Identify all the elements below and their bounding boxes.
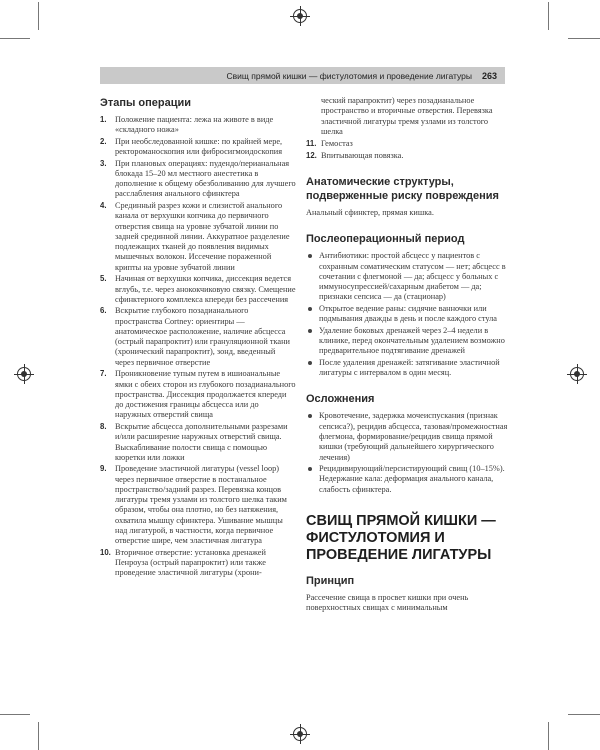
list-item xyxy=(100,548,296,579)
list-item xyxy=(306,139,508,149)
item-text: Впитывающая повязка. xyxy=(321,150,404,160)
item-text: Положение пациента: лежа на животе в виде «складного ножа» xyxy=(115,115,274,135)
crop-mark xyxy=(0,714,30,715)
postop-list xyxy=(306,251,508,378)
bullet-icon xyxy=(308,329,312,333)
item-text: После удаления дренажей: затягивание эластичной лигатуры с интервалом в один месяц. xyxy=(319,357,500,378)
list-item xyxy=(100,422,296,463)
crop-mark xyxy=(0,38,30,39)
principle-heading: Принцип xyxy=(306,574,355,587)
list-item xyxy=(306,411,508,462)
list-item xyxy=(100,306,296,368)
item-text: Вскрытие абсцесса дополнительными разрезами и/или расширение наружных отверстий свища. Выскабливание полости свища с помощью кюретки или ложки xyxy=(115,421,288,462)
item-number: 5. xyxy=(100,274,107,284)
list-item xyxy=(100,137,296,158)
continued-text: ческий парапроктит) через позадианальное пространство и вторичные отверстия. Перевязка эластичной лигатуры тремя узлами из толстого шелка xyxy=(321,96,493,136)
list-item xyxy=(100,369,296,420)
list-item xyxy=(306,464,508,495)
principle-text: Рассечение свища в просвет кишки при очень поверхностных свищах с минимальным xyxy=(306,592,469,613)
crop-mark xyxy=(568,38,600,39)
registration-mark-top xyxy=(293,9,307,23)
list-item xyxy=(306,151,508,161)
crop-mark xyxy=(38,2,39,30)
running-title: Свищ прямой кишки — фистулотомия и проведение лигатуры xyxy=(226,70,472,81)
item-text: При необследованной кишке: по крайней мере, ректороманоскопия или фибросигмоидоскопия xyxy=(115,136,283,157)
item-number: 12. xyxy=(306,150,317,160)
steps-list xyxy=(100,115,296,579)
item-text: Кровотечение, задержка мочеиспускания (признак сепсиса?), рецидив абсцесса, тазовая/промежностная флегмона, формирование/рецидив свища прямой кишки (требующий дальнейшего хирургического лечения) xyxy=(319,411,508,462)
steps-heading: Этапы операции xyxy=(100,97,192,109)
list-item xyxy=(306,251,508,302)
anatomy-text: Анальный сфинктер, прямая кишка. xyxy=(306,207,434,217)
item-number: 8. xyxy=(100,421,107,431)
complications-list xyxy=(306,411,508,495)
item-text: При плановых операциях: пудендо/перианальная блокада 15–20 мл местного анестетика в дополнение к общему обезболиванию для лучшего расслабления анального сфинктера xyxy=(115,158,296,199)
item-text: Проникновение тупым путем в ишиоанальные ямки с обеих сторон из глубокого позадианального пространства. Диссекция продолжается кпереди до достижения границы абсцесса или до наружных отверстий свища xyxy=(115,369,296,420)
item-number: 1. xyxy=(100,115,107,124)
item-text: Начиная от верхушки копчика, диссекция ведется вглубь, т.е. через анококчиковую связку. Смещение сфинктерного комплекса кпереди без рассечения xyxy=(115,274,296,304)
registration-mark-left xyxy=(17,367,31,381)
crop-mark xyxy=(38,722,39,750)
list-item xyxy=(306,358,508,379)
item-text: Проведение эластичной лигатуры (vessel loop) через первичное отверстие в постанальное пространство/задний разрез. Перевязка концов лигатуры тремя узлами из толстого шелка таким образом, чтобы она плотно, но без натяжения, охватила мышцу сфинктера. Ушивание мышцы над лигатурой, в частности, когда первичное отверстие шире, чем эластичная лигатура xyxy=(115,464,287,546)
item-number: 4. xyxy=(100,200,107,210)
crop-mark xyxy=(548,722,549,750)
item-text: Удаление боковых дренажей через 2–4 недели в клинике, перед окончательным удалением возможно предварительное подтягивание дренажей xyxy=(319,325,505,356)
list-item xyxy=(100,115,296,136)
item-text: Вторичное отверстие: установка дренажей Пенроуза (острый парапроктит) или также проведение эластичной лигатуры (хрони- xyxy=(115,547,266,578)
list-item xyxy=(100,159,296,200)
crop-mark xyxy=(548,2,549,30)
list-item xyxy=(100,201,296,273)
anatomy-heading: Анатомические структуры, подверженные риску повреждения xyxy=(306,175,499,202)
crop-mark xyxy=(568,714,600,715)
bullet-icon xyxy=(308,254,312,258)
registration-mark-bottom xyxy=(293,727,307,741)
item-number: 3. xyxy=(100,158,107,168)
steps-list-continued xyxy=(306,139,508,161)
bullet-icon xyxy=(308,467,312,471)
item-number: 6. xyxy=(100,306,107,316)
item-text: Рецидивирующий/персистирующий свищ (10–15%). Недержание кала: деформация анального канала, слабость сфинктера. xyxy=(319,464,505,494)
item-text: Открытое ведение раны: сидячие ванночки или подмывания дважды в день и после каждого стула xyxy=(319,303,497,324)
list-item xyxy=(100,464,296,546)
item-number: 11. xyxy=(306,139,317,149)
item-text: Срединный разрез кожи и слизистой анального канала от верхушки копчика до первичного отверстия свища на уровне зубчатой линии по задней срединной линии. Аккуратное разделение подлежащих тканей до появления видимых мышечных волокон. Иссечение пораженной крипты на уровне зубчатой линии xyxy=(115,200,290,272)
item-number: 10. xyxy=(100,547,111,557)
bullet-icon xyxy=(308,414,312,418)
bullet-icon xyxy=(308,307,312,311)
left-column xyxy=(100,96,296,580)
list-item xyxy=(306,304,508,325)
item-number: 9. xyxy=(100,464,107,474)
chapter-title: СВИЩ ПРЯМОЙ КИШКИ — ФИСТУЛОТОМИЯ И ПРОВЕДЕНИЕ ЛИГАТУРЫ xyxy=(306,512,496,563)
page-number: 263 xyxy=(481,70,497,81)
complications-heading: Осложнения xyxy=(306,393,375,406)
registration-mark-right xyxy=(570,367,584,381)
bullet-icon xyxy=(308,361,312,365)
item-text: Вскрытие глубокого позадианального пространства Cortney: ориентиры — анатомическое расположение, наличие абсцесса (острый парапроктит) или грануляционной ткани (хронический парапроктит), зонд, введенный через первичное отверстие xyxy=(115,306,290,367)
item-number: 2. xyxy=(100,136,107,146)
item-number: 7. xyxy=(100,369,107,379)
list-item xyxy=(306,326,508,357)
item-text: Гемостаз xyxy=(321,139,353,149)
postop-heading: Послеоперационный период xyxy=(306,233,465,246)
item-text: Антибиотики: простой абсцесс у пациентов с сохранным соматическим статусом — нет; абсцесс в сочетании с флегмоной — да; абсцесс у больных с иммуносупрессией/сахарным диабетом — да; признаки сепсиса — да (стационар) xyxy=(319,251,506,302)
running-header xyxy=(100,67,505,84)
right-column xyxy=(306,96,508,614)
list-item xyxy=(100,274,296,305)
